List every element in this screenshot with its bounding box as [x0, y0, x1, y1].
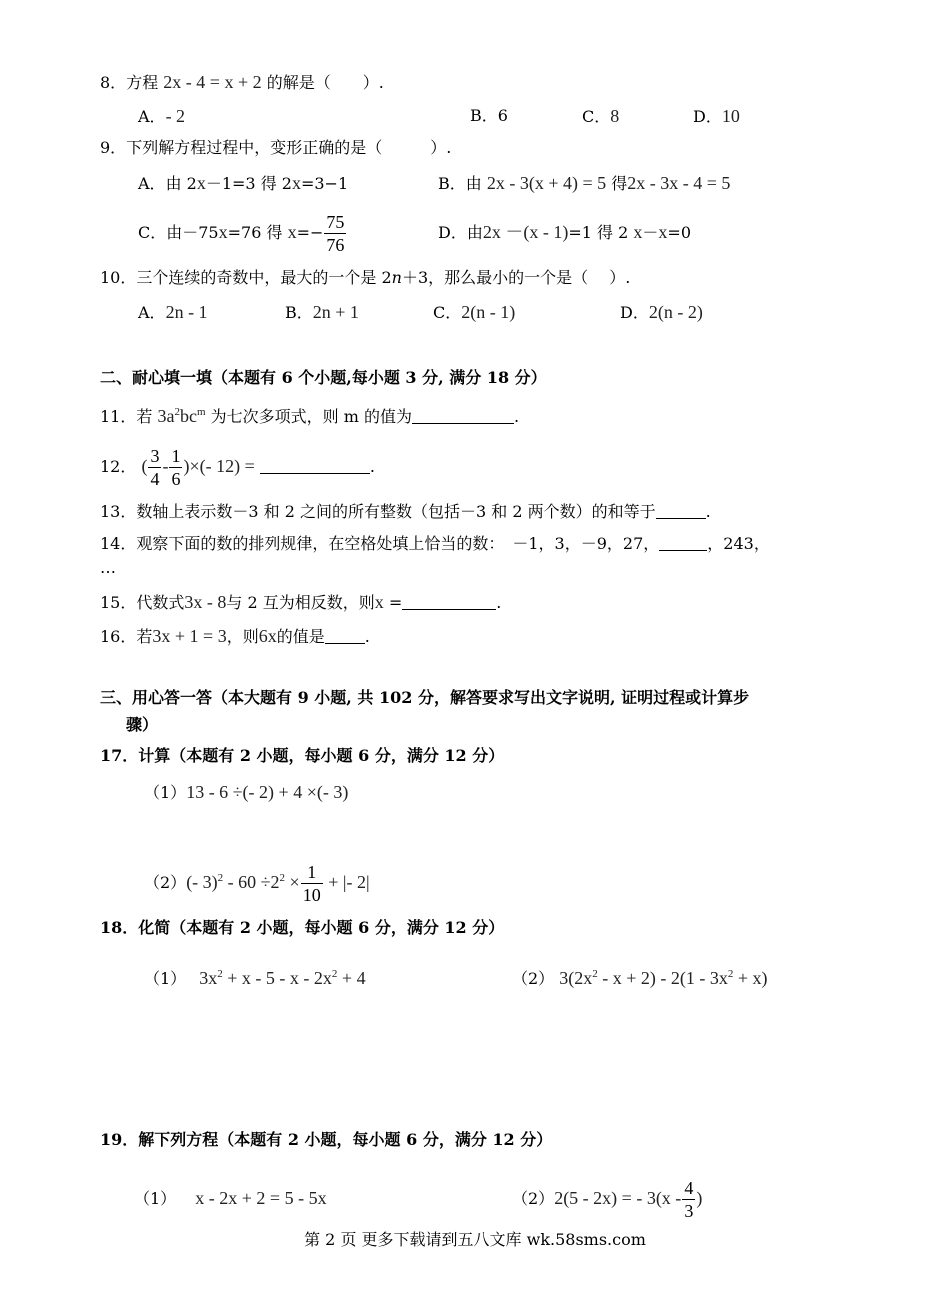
q13: 13．数轴上表示数－3 和 2 之间的所有整数（包括－3 和 2 两个数）的和等于 . [100, 502, 711, 521]
q8-option-c: C．8 [582, 106, 620, 126]
q8-stem: 8．方程 2x - 4 = x + 2 的解是（ ）. [100, 72, 384, 92]
q9-option-b: B．由 2x - 3(x + 4) = 5 得2x - 3x - 4 = 5 [438, 173, 731, 193]
q10-option-c: C．2(n - 1) [433, 302, 516, 322]
q16-blank[interactable] [325, 627, 365, 644]
q15-blank[interactable] [402, 593, 496, 610]
q17-part-1: （1）13 - 6 ÷(- 2) + 4 ×(- 3) [144, 782, 349, 802]
q10-option-b: B．2n + 1 [285, 302, 359, 322]
q11: 11．若 $3a^2bc^m$ 为七次多项式，则 m 的值为 . [100, 406, 520, 426]
section-3-title-cont: 骤） [126, 715, 159, 734]
q9-c-fraction: $\frac{75}{76}$ [326, 212, 345, 255]
q16: 16．若3x + 1 = 3，则6x的值是 . [100, 626, 370, 646]
q8-option-b: B．6 [470, 106, 508, 125]
page-footer: 第 2 页 更多下载请到五八文库 wk.58sms.com [304, 1230, 646, 1249]
q12-blank[interactable] [260, 457, 370, 474]
q19-part-1: （1） x - 2x + 2 = 5 - 5x [134, 1188, 327, 1208]
q18-part-1: （1） $3x^2 + x - 5 - x - 2x^2 + 4$ [144, 968, 366, 988]
section-3-title: 三、用心答一答（本大题有 9 小题, 共 102 分，解答要求写出文字说明, 证明过程或计算步 [100, 688, 750, 707]
q11-expression: $3a^2bc^m$ [157, 406, 206, 426]
q10-option-a: A．2n - 1 [138, 302, 208, 322]
q15: 15．代数式3x - 8与 2 互为相反数，则x = . [100, 592, 502, 612]
q14: 14．观察下面的数的排列规律，在空格处填上恰当的数： －1，3，－9，27， ，243， [100, 534, 770, 553]
q9-option-d: D．由2x －(x - 1)=1 得 2 x－x=0 [438, 222, 691, 242]
q19-title: 19．解下列方程（本题有 2 小题，每小题 6 分，满分 12 分） [100, 1130, 553, 1149]
q9-option-c: C．由－75x=76 得 x=− $\frac{75}{76}$ [138, 212, 345, 255]
q19-part-2: （2）2(5 - 2x) = - 3(x - $\frac{4}{3}$ ) [512, 1178, 703, 1221]
q14-blank[interactable] [659, 534, 707, 551]
q12: 12． ( $\frac{3}{4}$ - $\frac{1}{6}$ )×(- 12) = . [100, 446, 375, 489]
q11-blank[interactable] [412, 407, 514, 424]
q10-stem: 10．三个连续的奇数中，最大的一个是 2n＋3，那么最小的一个是（ ）. [100, 268, 631, 287]
q10-option-d: D．2(n - 2) [620, 302, 703, 322]
section-2-title: 二、耐心填一填（本题有 6 个小题,每小题 3 分, 满分 18 分） [100, 368, 547, 387]
q17-title: 17．计算（本题有 2 小题，每小题 6 分，满分 12 分） [100, 746, 505, 765]
q18-title: 18．化简（本题有 2 小题，每小题 6 分，满分 12 分） [100, 918, 505, 937]
q17-part-2: （2）(- $3)^2 - 60 \div 2^2$ × $\frac{1}{10}$ + |- 2| [144, 862, 370, 905]
q18-part-2: （2） $3(2x^2 - x + 2) - 2(1 - 3x^2 + x)$ [512, 968, 768, 988]
q9-option-a: A．由 2x－1=3 得 2x=3−1 [138, 173, 349, 193]
q14-continuation: … [100, 558, 116, 577]
q8-equation: 2x - 4 = x + 2 [163, 72, 262, 92]
q8-option-d: D．10 [693, 106, 740, 126]
q8-option-a: A．- 2 [138, 106, 186, 126]
q13-blank[interactable] [656, 502, 706, 519]
q9-stem: 9．下列解方程过程中，变形正确的是（ ）. [100, 138, 452, 157]
